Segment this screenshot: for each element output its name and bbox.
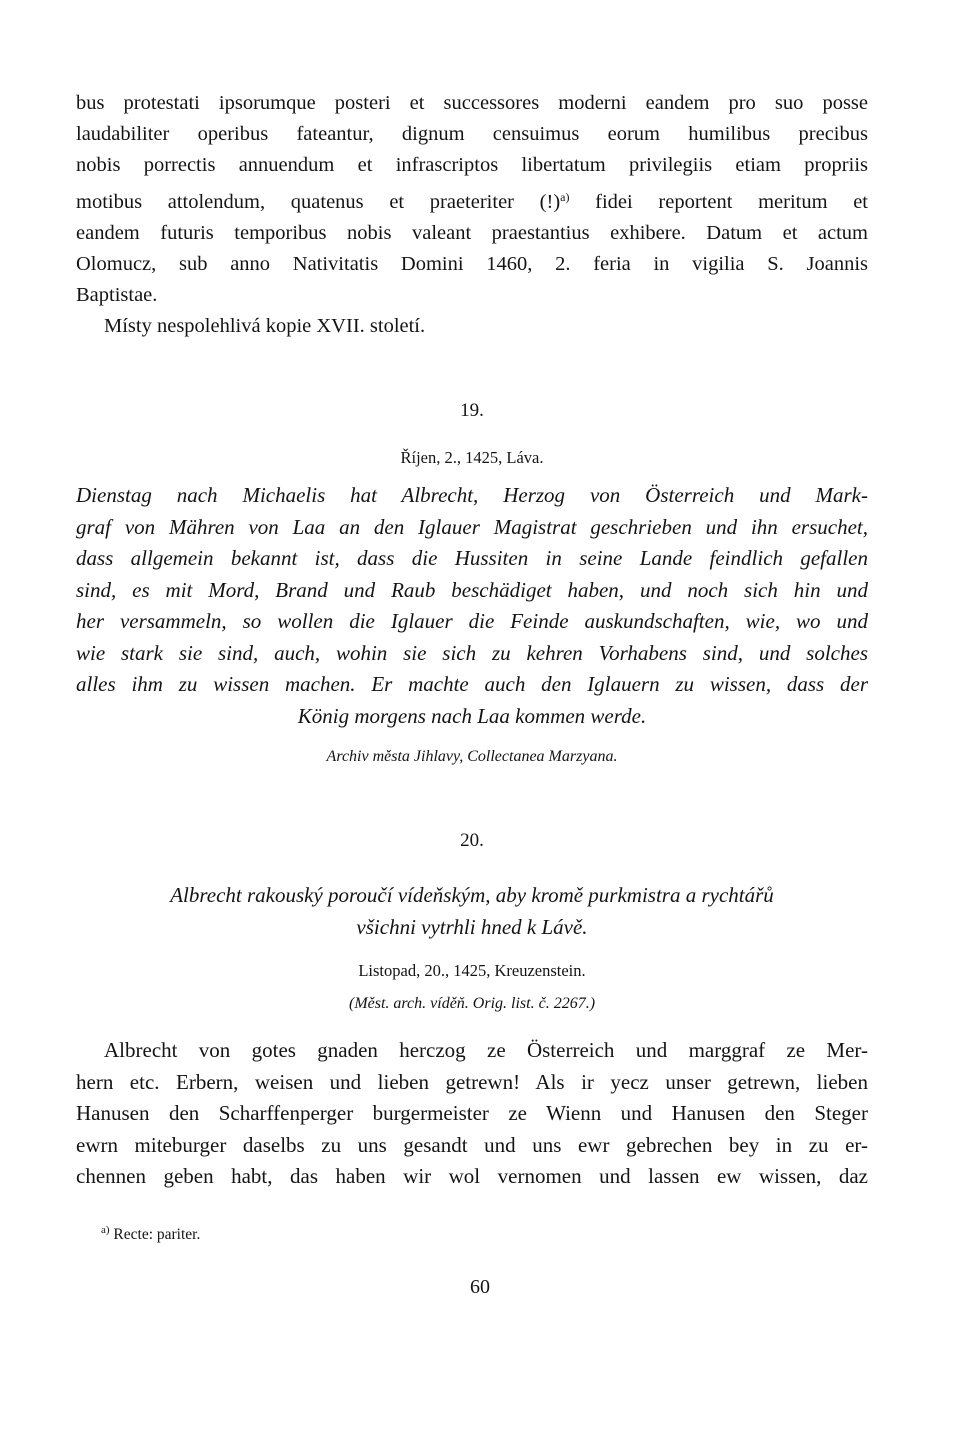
text-line: chennen geben habt, das haben wir wol vernomen und lassen ew wissen, daz [76,1164,868,1189]
text-line: bus protestati ipsorumque posteri et successores moderni eandem pro suo posse [76,92,868,114]
text-line: nobis porrectis annuendum et infrascriptos libertatum privilegiis etiam propriis [76,154,868,177]
document-number: 19. [460,400,484,422]
footnote-marker: a) [560,189,570,204]
regest-line: König morgens nach Laa kommen werde. [297,703,647,728]
regest-line: všichni vytrhli hned k Lávě. [356,914,588,939]
page-number: 60 [470,1276,490,1298]
text-line: ewrn miteburger daselbs zu uns gesandt und uns ewr gebrechen bey in zu er- [76,1132,868,1157]
doc20-text [76,1035,868,1192]
regest-line: sind, es mit Mord, Brand und Raub beschädiget haben, und noch sich hin und [76,577,868,602]
footnote-marker: a) [101,1224,110,1236]
document-number: 20. [460,830,484,852]
regest-line: Albrecht rakouský poroučí vídeňským, aby kromě purkmistra a rychtářů [170,883,774,908]
text-line: Baptistae. [76,284,158,307]
regest-line: graf von Mähren von Laa an den Iglauer Magistrat geschrieben und ihn ersuchet, [76,514,868,539]
text-line: Albrecht von gotes gnaden herczog ze Österreich und marggraf ze Mer- [104,1038,868,1063]
regest-line: dass allgemein bekannt ist, dass die Hussiten in seine Lande feindlich gefallen [76,546,868,571]
text-line: laudabiliter operibus fateantur, dignum censuimus eorum humilibus precibus [76,123,868,146]
regest-line: her versammeln, so wollen die Iglauer die Feinde auskundschaften, wie, wo und [76,609,868,634]
archive-source: Archiv města Jihlavy, Collectanea Marzyana. [326,748,618,766]
footnote-text: Recte: pariter. [113,1226,201,1244]
document-date: Listopad, 20., 1425, Kreuzenstein. [358,961,586,981]
regest-line: Dienstag nach Michaelis hat Albrecht, Herzog von Österreich und Mark- [76,483,868,508]
archive-source: (Měst. arch. víděň. Orig. list. č. 2267.) [348,995,596,1013]
text-line: eandem futuris temporibus nobis valeant praestantius exhibere. Datum et actum [76,221,868,244]
text-line: Hanusen den Scharffenperger burgermeister ze Wienn und Hanusen den Steger [76,1101,868,1126]
text-segment: motibus attolendum, quatenus et praeteriter (!) [76,190,561,213]
footnote [101,1224,200,1244]
doc18-note: Místy nespolehlivá kopie XVII. století. [104,315,426,338]
text-line [76,182,868,218]
doc20-regest [76,880,868,943]
doc18-text [76,88,868,311]
text-segment: fidei reportent meritum et [569,190,868,213]
text-line: Olomucz, sub anno Nativitatis Domini 1460, 2. feria in vigilia S. Joannis [76,253,868,276]
regest-line: wie stark sie sind, auch, wohin sie sich zu kehren Vorhabens sind, und solches [76,640,868,665]
text-line: hern etc. Erbern, weisen und lieben getrewn! Als ir yecz unser getrewn, lieben [76,1069,868,1094]
document-date: Říjen, 2., 1425, Láva. [400,448,544,468]
regest-line: alles ihm zu wissen machen. Er machte auch den Iglauern zu wissen, dass der [76,672,868,697]
page-body [76,88,868,1192]
doc19-regest [76,480,868,732]
